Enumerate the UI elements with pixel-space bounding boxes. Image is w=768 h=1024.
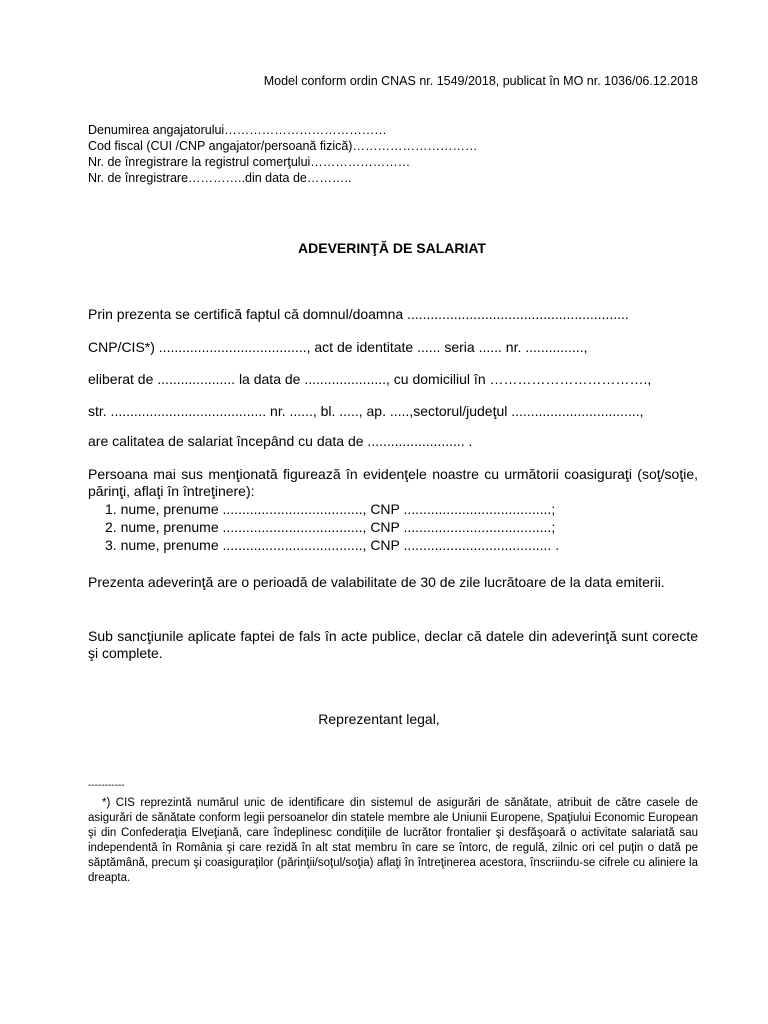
address-line: str. ........................................ nr. ......, bl. ....., ap. .....,sectorul/judeţul ................................., bbox=[88, 403, 644, 419]
validity-paragraph: Prezenta adeverinţă are o perioadă de valabilitate de 30 de zile lucrătoare de la data emiterii. bbox=[88, 574, 665, 590]
signature-label: Reprezentant legal, bbox=[318, 711, 440, 727]
coinsured-list bbox=[88, 500, 698, 554]
certify-line: Prin prezenta se certifică faptul că domnul/doamna ......................................................... bbox=[88, 306, 629, 322]
employer-name-line: Denumirea angajatorului………………………………… bbox=[88, 123, 387, 137]
issued-line: eliberat de .................... la data de ....................., cu domiciliul în ……………………………., bbox=[88, 371, 652, 387]
model-note: Model conform ordin CNAS nr. 1549/2018, publicat în MO nr. 1036/06.12.2018 bbox=[263, 74, 698, 88]
employer-tax-line: Cod fiscal (CUI /CNP angajator/persoană fizică)………………………… bbox=[88, 139, 478, 153]
footnote-text: *) CIS reprezintă numărul unic de identificare din sistemul de asigurări de sănătate, atribuit de către casele de asigurări de sănătate conform legii persoanelor din statele membre ale Uniunii Europene, Spaţiului Economic European şi din Confederaţia Elveţiană, care îndeplinesc condiţiile de lucrător frontalier şi desfăşoară o activitate salariată sau independentă în România şi care rezidă în alt stat membru în care se întorc, de regulă, zilnic ori cel puţin o dată pe săptămână, precum şi coasiguraţilor (părinţii/soţul/soţia) aflaţi în întreţinerea acestora, înscriindu-se cifrele cu aliniere la dreapta. bbox=[88, 797, 698, 884]
declaration-paragraph: Sub sancţiunile aplicate faptei de fals în acte publice, declar că datele din adeverinţă sunt corecte şi complete. bbox=[88, 628, 698, 661]
coinsured-item: 3. nume, prenume ...................................., CNP ...................................... . bbox=[105, 537, 560, 553]
cnp-line: CNP/CIS*) ......................................, act de identitate ...... seria ...... nr. ..............., bbox=[88, 339, 588, 355]
employer-block bbox=[88, 122, 477, 186]
employer-register-line: Nr. de înregistrare la registrul comerţului…………………… bbox=[88, 155, 411, 169]
document-title: ADEVERINŢĂ DE SALARIAT bbox=[298, 240, 486, 256]
footnote-separator: ----------- bbox=[88, 780, 125, 791]
coinsured-intro: Persoana mai sus menţionată figurează în evidenţele noastre cu următorii coasiguraţi (soţ/soţie, părinţi, aflaţi în întreţinere): bbox=[88, 466, 698, 499]
coinsured-section bbox=[88, 466, 698, 554]
coinsured-item: 1. nume, prenume ...................................., CNP ......................................; bbox=[105, 501, 556, 517]
coinsured-item: 2. nume, prenume ...................................., CNP ......................................; bbox=[105, 519, 556, 535]
employee-since-line: are calitatea de salariat începând cu data de ......................... . bbox=[88, 433, 473, 449]
employer-reg-date-line: Nr. de înregistrare…………..din data de……….. bbox=[88, 171, 352, 185]
